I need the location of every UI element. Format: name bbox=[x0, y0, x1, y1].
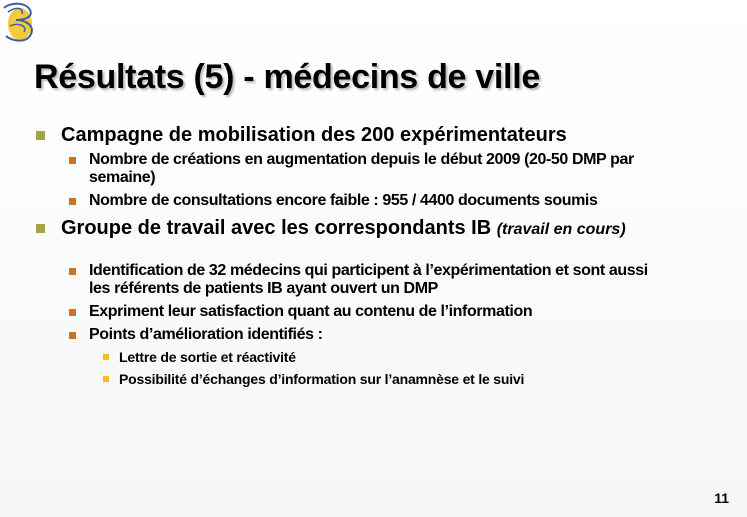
slide-title: Résultats (5) - médecins de ville bbox=[34, 58, 540, 96]
bullet-level2-icon bbox=[69, 309, 76, 316]
bullet-l1-groupe-note: (travail en cours) bbox=[496, 221, 626, 238]
bullet-l2-satisfaction: Expriment leur satisfaction quant au contenu de l’information bbox=[89, 303, 533, 320]
bullet-l1-groupe-text: Groupe de travail avec les correspondants IB bbox=[61, 217, 492, 239]
bullet-l1-groupe bbox=[61, 218, 661, 240]
bullet-l1-campagne: Campagne de mobilisation des 200 expérimentateurs bbox=[61, 124, 567, 146]
bullet-l3-echanges: Possibilité d’échanges d’information sur l’anamnèse et le suivi bbox=[119, 371, 525, 387]
bullet-l2-identification: Identification de 32 médecins qui participent à l’expérimentation et sont aussi les référents de patients IB ayant ouvert un DMP bbox=[89, 262, 648, 297]
bullet-level2-icon bbox=[69, 157, 76, 164]
bullet-l2-amelioration: Points d’amélioration identifiés : bbox=[89, 326, 323, 343]
bullet-level3-icon bbox=[103, 354, 109, 360]
bullet-level2-icon bbox=[69, 198, 76, 205]
bullet-l2-creations: Nombre de créations en augmentation depuis le début 2009 (20-50 DMP par semaine) bbox=[89, 151, 634, 186]
bullet-level1-icon bbox=[36, 131, 45, 140]
logo-icon bbox=[0, 0, 40, 44]
bullet-level2-icon bbox=[69, 332, 76, 339]
page-number: 11 bbox=[714, 490, 729, 506]
bullet-level3-icon bbox=[103, 376, 109, 382]
bullet-l2-consultations: Nombre de consultations encore faible : 955 / 4400 documents soumis bbox=[89, 192, 598, 209]
bullet-l3-lettre: Lettre de sortie et réactivité bbox=[119, 349, 296, 365]
bullet-level1-icon bbox=[36, 224, 45, 233]
bullet-level2-icon bbox=[69, 268, 76, 275]
